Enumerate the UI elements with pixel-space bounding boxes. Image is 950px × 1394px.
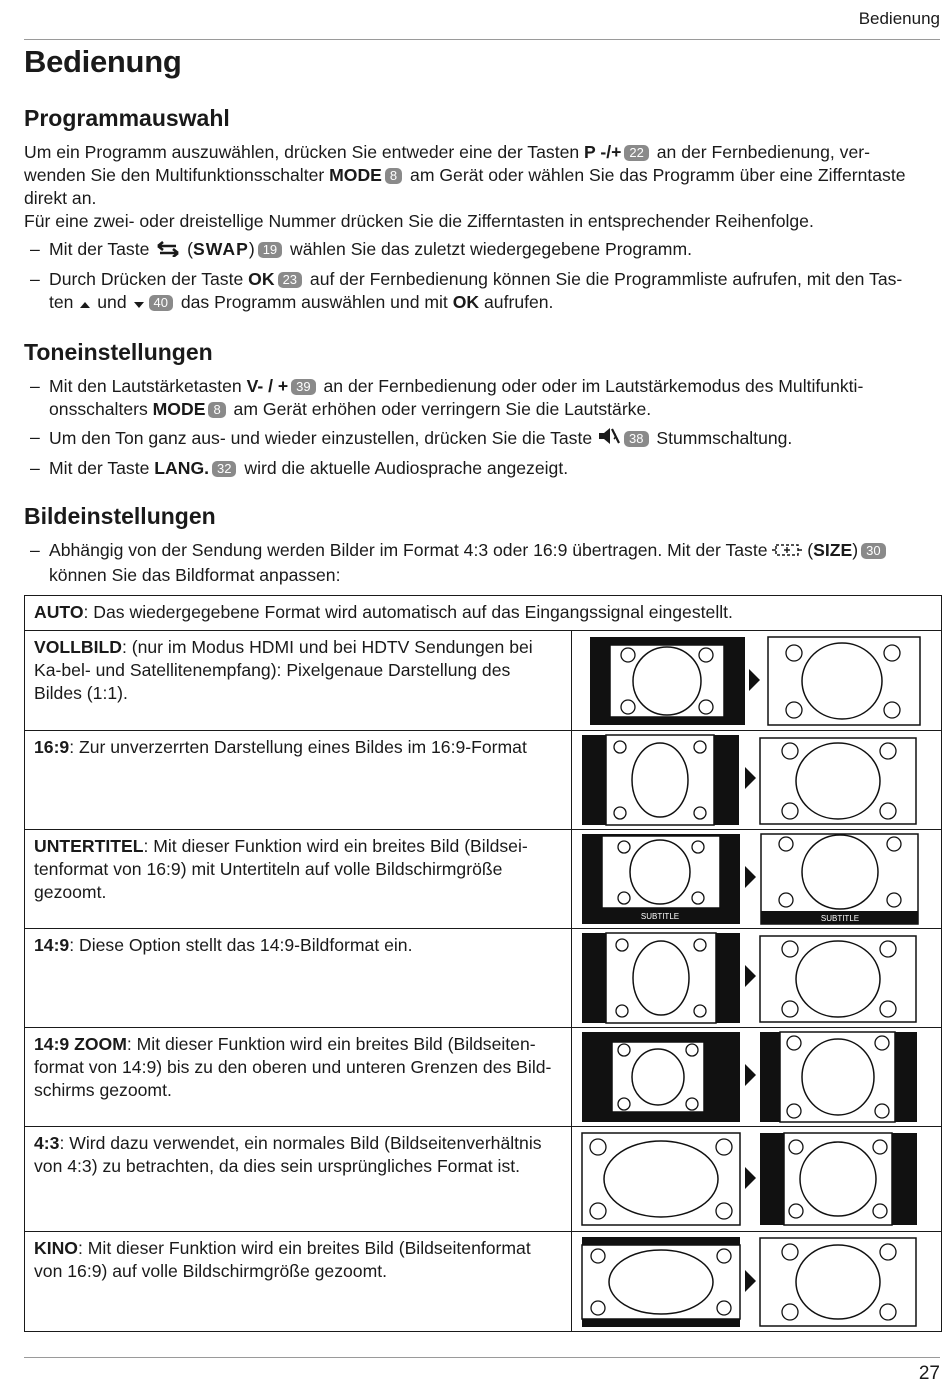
- 16-9-diagram: [572, 731, 941, 829]
- triangle-right-icon: [745, 767, 756, 789]
- key-label: OK: [452, 292, 480, 312]
- format-description: [25, 1028, 572, 1127]
- text: das Programm auswählen und mit: [175, 292, 453, 312]
- triangle-right-icon: [745, 1167, 756, 1189]
- text: Durch Drücken der Taste: [49, 269, 249, 289]
- badge: 39: [291, 379, 315, 395]
- section-title: Bildeinstellungen: [24, 503, 216, 529]
- triangle-right-icon: [745, 965, 756, 987]
- key-label: MODE: [329, 165, 382, 185]
- format-name: UNTERTITEL: [34, 836, 144, 856]
- table-row: [25, 929, 942, 1028]
- size-frame-icon: [772, 541, 802, 564]
- text: am Gerät oder wählen Sie das Programm über eine Zifferntaste: [405, 165, 906, 185]
- table-row: [25, 1232, 942, 1332]
- text: an der Fernbedienung oder oder im Lautstärkemodus des Multifunkti-: [318, 376, 864, 396]
- format-description: [25, 929, 572, 1028]
- format-description: [25, 1127, 572, 1232]
- text: Stummschaltung.: [651, 428, 793, 448]
- format-description: [25, 596, 942, 631]
- format-text: : Diese Option stellt das 14:9-Bildformat ein.: [69, 935, 413, 955]
- format-text: : Mit dieser Funktion wird ein breites Bild (Bildsei-tenformat von 16:9) mit Untertiteln auf volle Bildschirmgröße gezoomt.: [34, 836, 528, 902]
- table-row: [25, 1127, 942, 1232]
- list-item: – Mit der Taste (SWAP) 19 wählen Sie das zuletzt wiedergegebene Programm.: [24, 238, 940, 263]
- badge: 22: [624, 145, 648, 161]
- text: Mit der Taste: [49, 458, 155, 478]
- 4-3-diagram: [572, 1127, 941, 1231]
- table-row: [25, 1028, 942, 1127]
- format-description: [25, 1232, 572, 1332]
- badge: 38: [624, 431, 648, 447]
- kino-diagram: [572, 1232, 941, 1331]
- header-rule: [24, 39, 940, 40]
- format-illustration: [572, 1127, 942, 1232]
- section-bildeinstellungen: [24, 503, 940, 587]
- badge: 32: [212, 461, 236, 477]
- section-programmauswahl: [24, 105, 940, 316]
- text: an der Fernbedienung, ver-: [651, 142, 870, 162]
- text: direkt an.: [24, 188, 97, 208]
- text: auf der Fernbedienung können Sie die Programmliste aufrufen, mit den Tas-: [305, 269, 903, 289]
- text: Mit den Lautstärketasten: [49, 376, 247, 396]
- mute-speaker-icon: [597, 426, 621, 452]
- format-name: 14:9 ZOOM: [34, 1034, 127, 1054]
- format-name: 4:3: [34, 1133, 60, 1153]
- format-illustration: [572, 631, 942, 731]
- text: Um ein Programm auszuwählen, drücken Sie entweder eine der Tasten: [24, 142, 585, 162]
- triangle-right-icon: [745, 1064, 756, 1086]
- section-title: Toneinstellungen: [24, 339, 213, 365]
- badge: 8: [208, 402, 225, 418]
- format-name: VOLLBILD: [34, 637, 122, 657]
- format-description: [25, 631, 572, 731]
- format-illustration: [572, 929, 942, 1028]
- key-label: V- / +: [246, 376, 289, 396]
- text: aufrufen.: [479, 292, 554, 312]
- format-text: : Mit dieser Funktion wird ein breites Bild (Bildseitenformat von 16:9) auf volle Bildschirmgröße gezoomt.: [34, 1238, 531, 1281]
- triangle-right-icon: [749, 669, 760, 691]
- badge: 30: [861, 543, 885, 559]
- format-name: 16:9: [34, 737, 70, 757]
- text: wählen Sie das zuletzt wiedergegebene Programm.: [285, 239, 693, 259]
- triangle-right-icon: [745, 1270, 756, 1292]
- text: wird die aktuelle Audiosprache angezeigt.: [239, 458, 569, 478]
- format-illustration: [572, 830, 942, 929]
- text: Um den Ton ganz aus- und wieder einzustellen, drücken Sie die Taste: [49, 428, 598, 448]
- 14-9-diagram: [572, 929, 941, 1027]
- format-description: [25, 830, 572, 929]
- format-name: KINO: [34, 1238, 78, 1258]
- page-title: Bedienung: [24, 44, 182, 79]
- key-label: P -/+: [584, 142, 622, 162]
- key-label: OK: [248, 269, 275, 289]
- list-item: [24, 457, 940, 480]
- text: können Sie das Bildformat anpassen:: [49, 565, 341, 585]
- vollbild-diagram: [572, 631, 941, 730]
- list-item: [24, 375, 940, 421]
- badge: 40: [149, 295, 173, 311]
- format-name: AUTO: [34, 602, 84, 622]
- text: Mit der Taste: [49, 239, 155, 259]
- format-text: : Zur unverzerrten Darstellung eines Bildes im 16:9-Format: [69, 737, 527, 757]
- table-row: [25, 596, 942, 631]
- section-toneinstellungen: [24, 339, 940, 480]
- subtitle-label: SUBTITLE: [640, 912, 680, 921]
- triangle-down-icon: [132, 293, 146, 316]
- text: onsschalters: [49, 399, 153, 419]
- format-illustration: [572, 731, 942, 830]
- key-label: LANG.: [154, 458, 210, 478]
- subtitle-label: SUBTITLE: [820, 914, 860, 923]
- badge: 23: [278, 272, 302, 288]
- list-item: [24, 268, 940, 316]
- untertitel-diagram: [572, 830, 941, 928]
- key-label: SWAP: [193, 239, 249, 259]
- section-title: Programmauswahl: [24, 105, 230, 131]
- text: Abhängig von der Sendung werden Bilder im Format 4:3 oder 16:9 übertragen. Mit der Taste: [49, 540, 773, 560]
- bullet-list: [24, 539, 940, 587]
- key-label: MODE: [152, 399, 206, 419]
- format-description: [25, 731, 572, 830]
- footer-rule: [24, 1357, 940, 1358]
- paragraph: [24, 141, 940, 233]
- list-item: – Abhängig von der Sendung werden Bilder im Format 4:3 oder 16:9 übertragen. Mit der Taste (SIZE) 30 können Sie das Bildformat anpassen:: [24, 539, 940, 587]
- format-illustration: [572, 1232, 942, 1332]
- text: ten: [49, 292, 79, 312]
- format-table: [24, 595, 942, 1332]
- badge: 8: [385, 168, 402, 184]
- table-row: [25, 631, 942, 731]
- triangle-up-icon: [78, 293, 92, 316]
- page-number: 27: [918, 1363, 940, 1384]
- bullet-list: [24, 238, 940, 316]
- text: und: [92, 292, 132, 312]
- triangle-right-icon: [745, 866, 756, 888]
- format-text: : (nur im Modus HDMI und bei HDTV Sendungen bei Ka-bel- und Satellitenempfang): Pixelgenaue Darstellung des Bildes (1:1).: [34, 637, 533, 703]
- key-label: SIZE: [813, 540, 853, 560]
- format-text: : Wird dazu verwendet, ein normales Bild (Bildseitenverhältnis von 4:3) zu betrachten, da dies sein ursprüngliches Format ist.: [34, 1133, 542, 1176]
- badge: 19: [258, 242, 282, 258]
- format-illustration: [572, 1028, 942, 1127]
- text: wenden Sie den Multifunktionsschalter: [24, 165, 330, 185]
- bullet-list: [24, 375, 940, 480]
- running-header: Bedienung: [858, 9, 940, 28]
- format-text: : Das wiedergegebene Format wird automatisch auf das Eingangssignal eingestellt.: [83, 602, 733, 622]
- text: am Gerät erhöhen oder verringern Sie die Lautstärke.: [228, 399, 652, 419]
- list-item: [24, 426, 940, 452]
- swap-arrows-icon: [154, 240, 182, 263]
- 14-9-zoom-diagram: [572, 1028, 941, 1126]
- text: Für eine zwei- oder dreistellige Nummer drücken Sie die Zifferntasten in entsprechender Reihenfolge.: [24, 211, 814, 231]
- format-name: 14:9: [34, 935, 70, 955]
- table-row: [25, 731, 942, 830]
- table-row: [25, 830, 942, 929]
- format-text: : Mit dieser Funktion wird ein breites Bild (Bildseiten-format von 14:9) bis zu den oberen und unteren Grenzen des Bild-schirms gezoomt.: [34, 1034, 552, 1100]
